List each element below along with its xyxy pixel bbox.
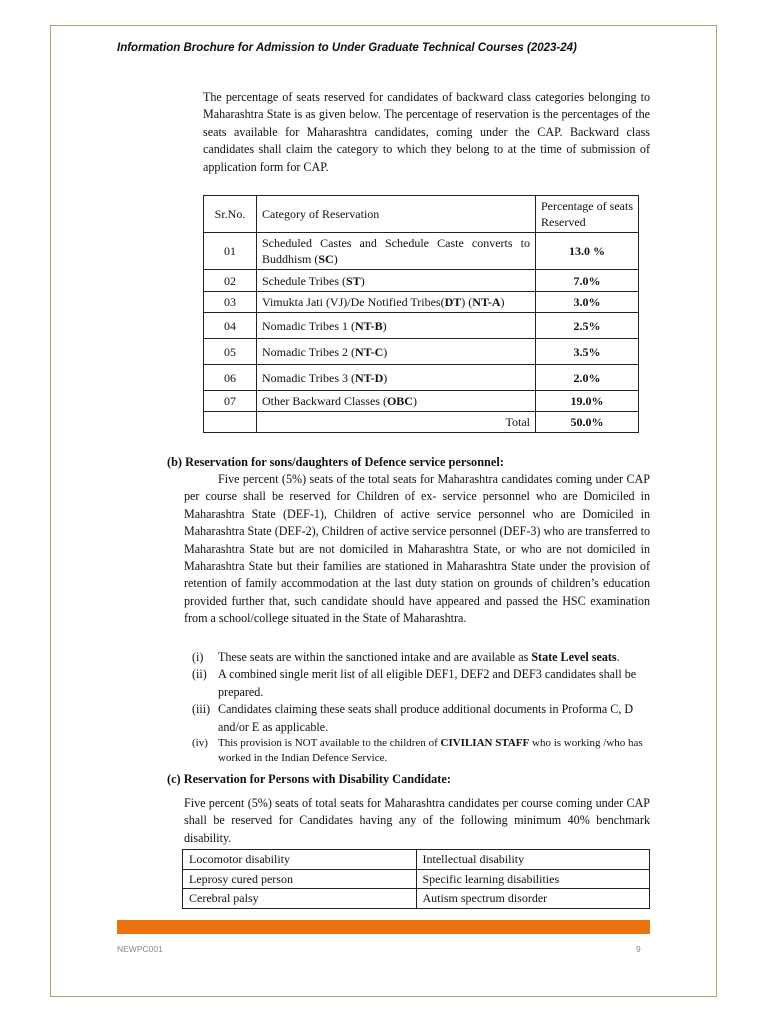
category-text: ) — [383, 344, 388, 359]
category-text: Nomadic Tribes 3 ( — [262, 370, 355, 385]
category-abbreviation: OBC — [386, 394, 413, 408]
list-item — [184, 649, 650, 666]
row-sr-no: 01 — [204, 233, 257, 270]
row-sr-no: 05 — [204, 339, 257, 365]
footer-page-number: 9 — [636, 944, 641, 954]
row-percentage: 3.0% — [536, 292, 639, 313]
category-text: Nomadic Tribes 1 ( — [262, 318, 355, 333]
row-percentage: 2.0% — [536, 365, 639, 391]
table-row — [204, 313, 639, 339]
list-item-number: (iii) — [192, 702, 211, 717]
disability-cell: Locomotor disability — [183, 850, 417, 870]
table-row — [204, 339, 639, 365]
footer-accent-bar — [117, 920, 650, 934]
footer-doc-code: NEWPC001 — [117, 944, 163, 954]
header-category: Category of Reservation — [257, 196, 536, 233]
list-item-number: (i) — [192, 650, 204, 664]
category-text: ) — [360, 273, 365, 288]
list-item-segment: A combined single merit list of all eligible DEF1, DEF2 and DEF3 candidates shall be prepared. — [218, 667, 637, 699]
list-item-number: (iv) — [192, 737, 208, 750]
list-item-segment: who is working /who has worked in the Indian Defence Service. — [218, 737, 643, 765]
row-percentage: 2.5% — [536, 313, 639, 339]
list-item — [184, 701, 650, 736]
category-text: Nomadic Tribes 2 ( — [262, 344, 355, 359]
row-category — [257, 391, 536, 412]
row-category — [257, 339, 536, 365]
category-abbreviation: DT — [444, 295, 462, 309]
table-row — [204, 233, 639, 270]
category-text: ) — [382, 318, 387, 333]
table-row — [183, 869, 650, 889]
category-text: ) — [333, 252, 338, 266]
table-row — [183, 889, 650, 909]
row-percentage: 7.0% — [536, 270, 639, 292]
category-text: ) — [383, 370, 388, 385]
intro-paragraph: The percentage of seats reserved for candidates of backward class categories belonging to Maharashtra State is as given below. The percentage of reservation is the percentages of the seats available for Maharashtra candidates, coming under the CAP. Backward class candidates shall claim the category to which they belong to at the time of submission of application form for CAP. — [203, 90, 650, 174]
category-text: Other Backward Classes ( — [262, 394, 387, 408]
disability-cell: Specific learning disabilities — [416, 869, 650, 889]
category-text: Vimukta Jati (VJ)/De Notified Tribes( — [262, 295, 445, 309]
reservation-table-body — [204, 233, 639, 412]
defence-paragraph — [184, 471, 650, 628]
category-text: ) — [500, 295, 505, 309]
list-item-number: (ii) — [192, 667, 207, 682]
document-header-title: Information Brochure for Admission to Under Graduate Technical Courses (2023-24) — [117, 42, 577, 54]
disability-table — [182, 849, 650, 909]
category-text: ) — [412, 394, 417, 408]
table-row — [204, 391, 639, 412]
total-value: 50.0% — [536, 412, 639, 433]
disability-heading: (c) Reservation for Persons with Disability Candidate: — [167, 772, 451, 786]
row-percentage: 3.5% — [536, 339, 639, 365]
defence-items-list — [184, 649, 650, 766]
reservation-table — [203, 195, 639, 433]
row-sr-no: 03 — [204, 292, 257, 313]
table-row — [204, 292, 639, 313]
total-empty-cell — [204, 412, 257, 433]
row-category — [257, 292, 536, 313]
row-percentage: 19.0% — [536, 391, 639, 412]
disability-cell: Leprosy cured person — [183, 869, 417, 889]
disability-paragraph: Five percent (5%) seats of total seats for Maharashtra candidates per course coming under CAP shall be reserved for Candidates having any of the following minimum 40% benchmark disability. — [184, 796, 650, 845]
category-abbreviation: NT-B — [355, 318, 383, 333]
list-item-segment: This provision is NOT available to the children of — [218, 737, 441, 750]
row-sr-no: 02 — [204, 270, 257, 292]
list-item-text — [218, 736, 650, 766]
table-total-row — [204, 412, 639, 433]
row-sr-no: 06 — [204, 365, 257, 391]
row-sr-no: 04 — [204, 313, 257, 339]
row-category — [257, 365, 536, 391]
list-item-text — [218, 649, 650, 666]
row-sr-no: 07 — [204, 391, 257, 412]
list-item-text — [218, 666, 650, 701]
category-abbreviation: NT-D — [355, 370, 384, 385]
header-percentage: Percentage of seats Reserved — [536, 196, 639, 233]
defence-heading: (b) Reservation for sons/daughters of Defence service personnel: — [167, 455, 504, 469]
table-row — [183, 850, 650, 870]
table-row — [204, 365, 639, 391]
list-item-emphasis: CIVILIAN STAFF — [440, 737, 530, 750]
list-item-text — [218, 701, 650, 736]
header-sr-no: Sr.No. — [204, 196, 257, 233]
disability-cell: Autism spectrum disorder — [416, 889, 650, 909]
disability-cell: Intellectual disability — [416, 850, 650, 870]
total-label: Total — [257, 412, 536, 433]
row-category — [257, 270, 536, 292]
category-abbreviation: SC — [318, 252, 334, 266]
category-abbreviation: ST — [346, 273, 361, 288]
disability-cell: Cerebral palsy — [183, 889, 417, 909]
category-abbreviation: NT-C — [355, 344, 384, 359]
category-text: ) ( — [461, 295, 473, 309]
row-category — [257, 233, 536, 270]
table-row — [204, 270, 639, 292]
list-item — [184, 736, 650, 766]
list-item-emphasis: State Level seats — [531, 650, 617, 664]
row-percentage: 13.0 % — [536, 233, 639, 270]
row-category — [257, 313, 536, 339]
list-item — [184, 666, 650, 701]
category-text: Scheduled Castes and Schedule Caste converts to Buddhism ( — [262, 236, 530, 266]
list-item-segment: These seats are within the sanctioned intake and are available as — [218, 650, 532, 664]
category-abbreviation: NT-A — [472, 295, 501, 309]
category-text: Schedule Tribes ( — [262, 273, 346, 288]
list-item-segment: . — [616, 650, 620, 664]
defence-paragraph-text: Five percent (5%) seats of the total seats for Maharashtra candidates coming under CAP per course shall be reserved for Children of ex- service personnel who are Domiciled in Maharashtra State (DEF-1), Children of active service personnel who are Domiciled in Maharashtra State (DEF-2), Children of active service personnel (DEF-3) who are transferred to Maharashtra State but are not domiciled in Maharashtra State, or who are not domiciled in Maharashtra State but their families are stationed in Maharashtra State under the provision of retention of family accommodation at the last duty station on grounds of children’s education provided further that, such candidate should have appeared and passed the HSC examination from a school/college situated in the State of Maharashtra. — [184, 472, 650, 626]
table-header-row — [204, 196, 639, 233]
list-item-segment: Candidates claiming these seats shall produce additional documents in Proforma C, D and/or E as applicable. — [218, 702, 634, 734]
